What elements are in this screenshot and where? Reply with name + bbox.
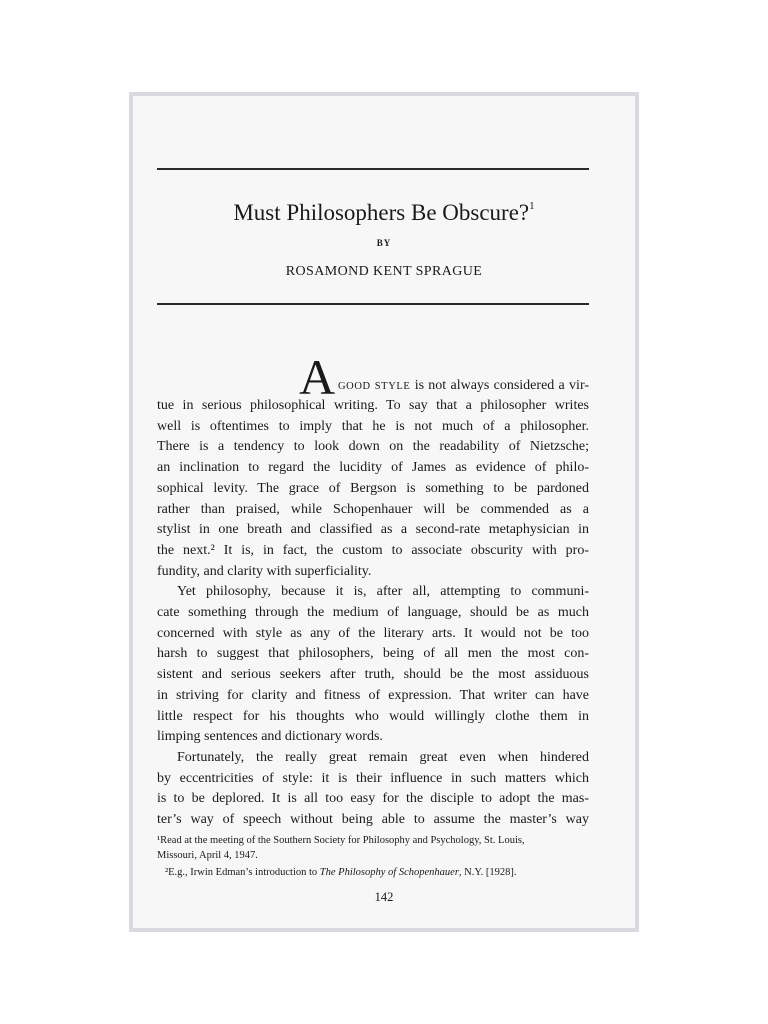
- body-line: tue in serious philosophical writing. To say that a philosopher writes: [157, 398, 589, 413]
- body-line: the next.² It is, in fact, the custom to associate obscurity with pro-: [157, 542, 589, 558]
- body-line: cate something through the medium of language, should be as much: [157, 605, 589, 620]
- article-title: [129, 200, 639, 226]
- lead-rest: is not always considered a vir-: [410, 378, 589, 393]
- author-name: ROSAMOND KENT SPRAGUE: [285, 264, 483, 279]
- footnote-2-suffix: , N.Y. [1928].: [458, 867, 517, 878]
- footnote-1-line-a: ¹Read at the meeting of the Southern Society for Philosophy and Psychology, St. Louis,: [157, 835, 525, 846]
- lead-smallcaps: GOOD STYLE: [338, 381, 411, 392]
- body-line: Fortunately, the really great remain great even when hindered: [177, 749, 589, 765]
- body-line: Yet philosophy, because it is, after all, attempting to communi-: [177, 584, 589, 600]
- body-line: in striving for clarity and fitness of expression. That writer can have: [157, 687, 589, 703]
- body-line: concerned with style as any of the literary arts. It would not be too: [157, 625, 589, 641]
- body-line: little respect for his thoughts who would willingly clothe them in: [157, 708, 589, 724]
- footnote-1-line-b: Missouri, April 4, 1947.: [157, 850, 258, 861]
- footnote-2: [165, 866, 516, 880]
- body-line: by eccentricities of style: it is their influence in such matters which: [157, 770, 589, 786]
- footnote-2-book: The Philosophy of Schopenhauer: [319, 867, 459, 878]
- page-number: 142: [374, 890, 394, 904]
- body-line: well is oftentimes to imply that he is not much of a philosopher.: [157, 418, 589, 434]
- bottom-rule: [157, 303, 589, 305]
- body-line: is to be deplored. It is all too easy for the disciple to adopt the mas-: [157, 791, 589, 807]
- title-footnote-mark: 1: [529, 200, 535, 213]
- drop-cap: A: [299, 349, 336, 405]
- body-line: rather than praised, while Schopenhauer will be commended as a: [157, 501, 589, 517]
- body-line: limping sentences and dictionary words.: [157, 729, 383, 745]
- body-line: stylist in one breath and classified as a second-rate metaphysician in: [157, 522, 589, 538]
- body-line: an inclination to regard the lucidity of James as evidence of philo-: [157, 460, 589, 476]
- article-title-text: Must Philosophers Be Obscure?: [233, 200, 530, 225]
- body-line: harsh to suggest that philosophers, being of all men the most con-: [157, 646, 589, 662]
- body-line: [338, 376, 589, 397]
- footnote-2-prefix: ²E.g., Irwin Edman’s introduction to: [165, 867, 320, 878]
- body-line: fundity, and clarity with superficiality.: [157, 563, 372, 579]
- byline-label: BY: [376, 238, 392, 248]
- body-line: sophical levity. The grace of Bergson is something to be pardoned: [157, 480, 589, 496]
- body-line: There is a tendency to look down on the readability of Nietzsche;: [157, 439, 589, 455]
- top-rule: [157, 168, 589, 170]
- body-line: sistent and serious seekers after truth, should be the most assiduous: [157, 667, 589, 683]
- body-line: ter’s way of speech without being able to assume the master’s way: [157, 812, 589, 827]
